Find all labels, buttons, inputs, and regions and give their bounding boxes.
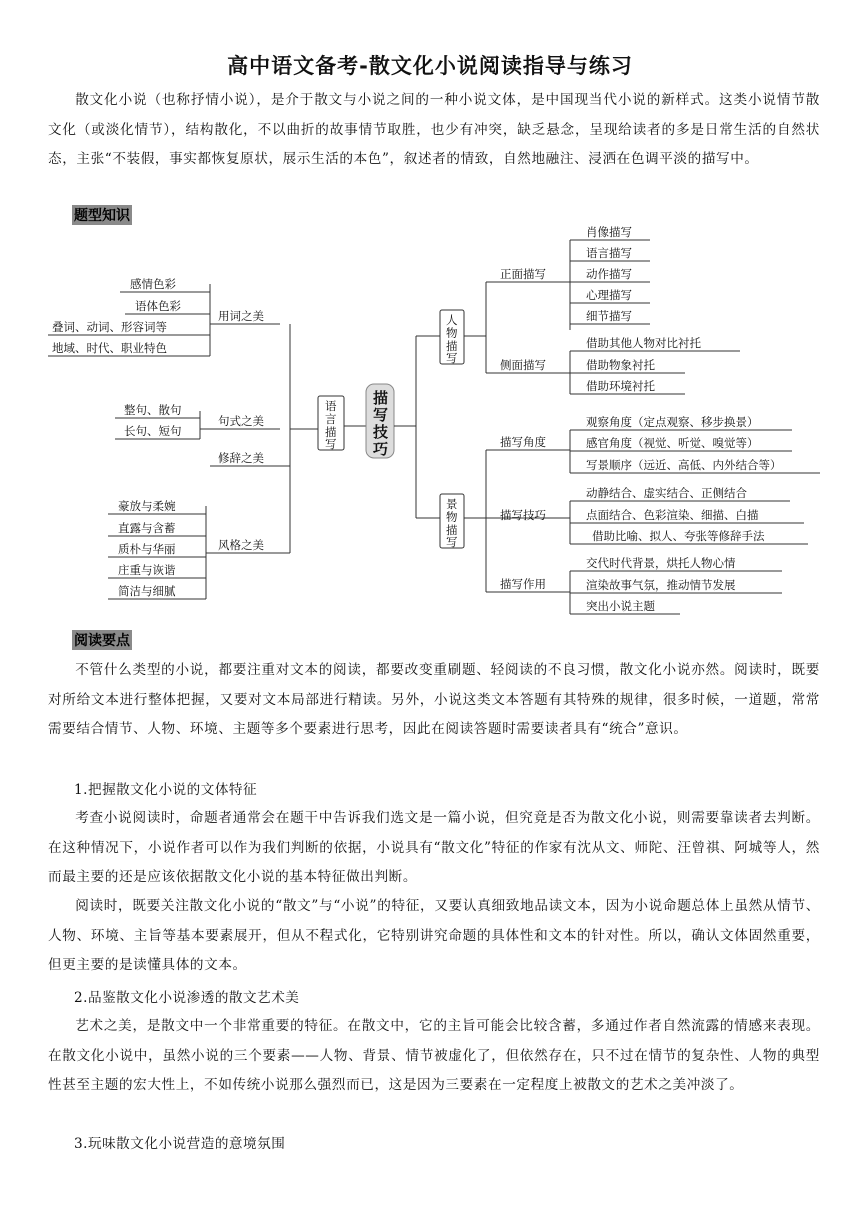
diagram-node-label: 句式之美 xyxy=(218,414,264,428)
paragraph-2: 阅读时，既要关注散文化小说的“散文”与“小说”的特征，又要认真细致地品读文本，因为小说命题总体上虽然从情节、人物、环境、主旨等基本要素展开，但从不程式化，它特别讲究命题的具体性和文本的针对性。所以，确认文体固然重要，但更主要的是读懂具体的文本。 xyxy=(48,898,820,973)
diagram-node-char: 言 xyxy=(325,412,337,426)
diagram-item: 语体色彩 xyxy=(135,299,181,313)
diagram-item: 写景顺序（远近、高低、内外结合等） xyxy=(586,458,782,472)
diagram-node-char: 物 xyxy=(446,326,458,340)
diagram-center-char: 描 xyxy=(373,389,389,407)
diagram-node-label: 正面描写 xyxy=(500,267,546,281)
section-heading-knowledge: 题型知识 xyxy=(72,205,132,225)
diagram-item: 心理描写 xyxy=(586,288,632,302)
diagram-node-char: 语 xyxy=(325,399,337,413)
subheading-3: 3.玩味散文化小说营造的意境氛围 xyxy=(74,1136,286,1152)
diagram-item: 质朴与华丽 xyxy=(118,542,176,556)
diagram-item: 语言描写 xyxy=(586,246,632,260)
diagram-node-char: 写 xyxy=(446,535,458,549)
diagram-item: 渲染故事气氛，推动情节发展 xyxy=(586,578,736,592)
diagram-item: 细节描写 xyxy=(586,309,632,323)
diagram-node-label: 修辞之美 xyxy=(218,451,264,465)
diagram-node-char: 描 xyxy=(446,339,458,353)
subheading-2: 2.品鉴散文化小说渗透的散文艺术美 xyxy=(74,990,300,1006)
paragraph-1: 考查小说阅读时，命题者通常会在题干中告诉我们选文是一篇小说，但究竟是否为散文化小说，则需要靠读者去判断。在这种情况下，小说作者可以作为我们判断的依据，小说具有“散文化”特征的作家有沈从文、师陀、汪曾祺、阿城等人，然而最主要的还是应该依据散文化小说的基本特征做出判断。 xyxy=(48,810,820,885)
diagram-item: 感官角度（视觉、听觉、嗅觉等） xyxy=(586,436,759,450)
paragraph-reading-intro: 不管什么类型的小说，都要注重对文本的阅读，都要改变重刷题、轻阅读的不良习惯，散文化小说亦然。阅读时，既要对所给文本进行整体把握，又要对文本局部进行精读。另外，小说这类文本答题有其特殊的规律，很多时候，一道题，常常需要结合情节、人物、环境、主题等多个要素进行思考，因此在阅读答题时需要读者具有“统合”意识。 xyxy=(48,662,820,737)
diagram-node-label: 风格之美 xyxy=(218,538,264,552)
diagram-item: 借助其他人物对比衬托 xyxy=(586,336,701,350)
diagram-node-char: 人 xyxy=(446,313,458,327)
diagram-item: 叠词、动词、形容词等 xyxy=(52,320,167,334)
diagram-node-label: 侧面描写 xyxy=(500,358,546,372)
diagram-item: 地域、时代、职业特色 xyxy=(52,341,167,355)
diagram-node-char: 景 xyxy=(446,497,458,511)
diagram-center-char: 巧 xyxy=(373,440,389,458)
diagram-item: 整句、散句 xyxy=(124,403,182,417)
diagram-item: 观察角度（定点观察、移步换景） xyxy=(586,415,759,429)
diagram-item: 直露与含蓄 xyxy=(118,521,176,535)
section-heading-reading: 阅读要点 xyxy=(72,630,132,650)
diagram-node-char: 描 xyxy=(446,523,458,537)
diagram-item: 感情色彩 xyxy=(130,277,176,291)
paragraph-3: 艺术之美，是散文中一个非常重要的特征。在散文中，它的主旨可能会比较含蓄，多通过作者自然流露的情感来表现。在散文化小说中，虽然小说的三个要素——人物、背景、情节被虚化了，但依然存在，只不过在情节的复杂性、人物的典型性甚至主题的宏大性上，不如传统小说那么强烈而已，这是因为三要素在一定程度上被散文的艺术之美冲淡了。 xyxy=(48,1018,820,1093)
diagram-item: 肖像描写 xyxy=(586,226,632,239)
diagram-item: 点面结合、色彩渲染、细描、白描 xyxy=(586,508,759,522)
diagram-node-char: 描 xyxy=(325,425,337,439)
subheading-1: 1.把握散文化小说的文体特征 xyxy=(74,782,258,798)
diagram-item: 交代时代背景，烘托人物心情 xyxy=(586,556,736,570)
diagram-item: 动作描写 xyxy=(586,267,632,281)
diagram-center-char: 技 xyxy=(373,423,389,441)
diagram-node-label: 描写技巧 xyxy=(500,508,546,522)
diagram-item: 庄重与诙谐 xyxy=(118,563,176,577)
diagram-node-char: 写 xyxy=(446,351,458,365)
diagram-item: 借助物象衬托 xyxy=(586,358,655,372)
mind-map-diagram xyxy=(40,226,830,622)
page-title: 高中语文备考-散文化小说阅读指导与练习 xyxy=(227,54,633,78)
diagram-node-label: 用词之美 xyxy=(218,309,264,323)
diagram-item: 借助环境衬托 xyxy=(586,379,655,393)
diagram-item: 长句、短句 xyxy=(124,424,182,438)
diagram-node-char: 写 xyxy=(325,437,337,451)
diagram-item: 豪放与柔婉 xyxy=(118,499,176,513)
intro-paragraph: 散文化小说（也称抒情小说），是介于散文与小说之间的一种小说文体，是中国现当代小说的新样式。这类小说情节散文化（或淡化情节），结构散化，不以曲折的故事情节取胜，也少有冲突，缺乏悬念，呈现给读者的多是日常生活的自然状态，主张“不装假，事实都恢复原状，展示生活的本色”，叙述者的情致，自然地融注、浸洒在色调平淡的描写中。 xyxy=(48,92,820,167)
diagram-item: 借助比喻、拟人、夸张等修辞手法 xyxy=(592,529,765,543)
diagram-node-char: 物 xyxy=(446,510,458,524)
diagram-node-label: 描写角度 xyxy=(500,435,546,449)
diagram-item: 简洁与细腻 xyxy=(118,584,176,598)
diagram-item: 突出小说主题 xyxy=(586,599,655,613)
diagram-node-label: 描写作用 xyxy=(500,577,546,591)
diagram-item: 动静结合、虚实结合、正侧结合 xyxy=(586,486,747,500)
diagram-center-char: 写 xyxy=(373,406,389,424)
